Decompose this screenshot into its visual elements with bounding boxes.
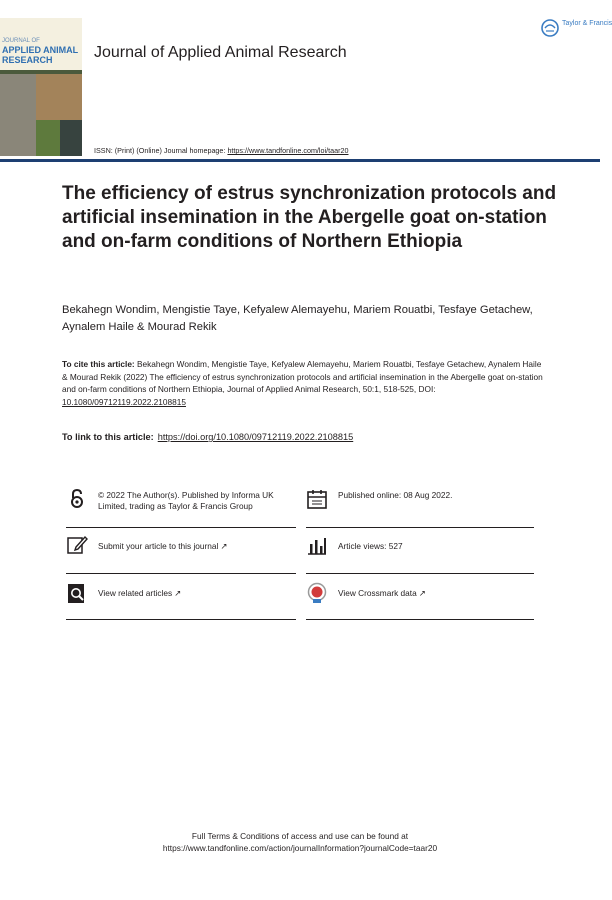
- submit-divider: [66, 573, 296, 575]
- submit-article-link[interactable]: Submit your article to this journal ↗: [98, 541, 228, 551]
- submit-box[interactable]: [66, 534, 296, 574]
- related-articles-link[interactable]: View related articles ↗: [98, 588, 182, 598]
- cover-journal-big: APPLIED ANIMAL RESEARCH: [2, 45, 79, 65]
- edit-icon: [66, 534, 88, 556]
- crossmark-divider: [306, 619, 534, 621]
- cover-journal-title: [2, 38, 82, 65]
- crossmark-box[interactable]: [306, 582, 534, 620]
- issn-line: [94, 146, 349, 155]
- header-divider: [0, 159, 600, 162]
- terms-footer: [0, 830, 600, 854]
- citation-doi[interactable]: 10.1080/09712119.2022.2108815: [62, 396, 186, 407]
- related-divider: [66, 619, 296, 621]
- published-date: Published online: 08 Aug 2022.: [338, 490, 453, 500]
- published-box: [306, 488, 534, 528]
- open-access-icon: [66, 488, 88, 510]
- open-access-divider: [66, 527, 296, 529]
- crossmark-link[interactable]: View Crossmark data ↗: [338, 588, 426, 598]
- bar-chart-icon: [306, 534, 328, 556]
- publisher-logo-text: Taylor & Francis: [562, 20, 612, 27]
- published-divider: [306, 527, 534, 529]
- citation-label: To cite this article:: [62, 359, 135, 369]
- publisher-logo[interactable]: [540, 18, 612, 40]
- journal-title[interactable]: Journal of Applied Animal Research: [94, 44, 347, 61]
- cover-photo-goat: [0, 74, 36, 156]
- article-authors: Bekahegn Wondim, Mengistie Taye, Kefyalew Alemayehu, Mariem Rouatbi, Tesfaye Getachew, Aynalem Haile & Mourad Rekik: [62, 304, 533, 333]
- article-title: The efficiency of estrus synchronization protocols and artificial insemination in the Abergelle goat on-station and on-farm conditions of Northern Ethiopia: [62, 183, 557, 252]
- views-box: [306, 534, 534, 574]
- search-icon: [66, 582, 88, 604]
- crossmark-icon: [306, 582, 328, 604]
- article-views: Article views: 527: [338, 541, 403, 551]
- calendar-icon: [306, 488, 328, 510]
- citation-block: [62, 358, 544, 408]
- publisher-logo-icon: [540, 18, 560, 38]
- article-doi-link[interactable]: https://doi.org/10.1080/09712119.2022.2108815: [157, 432, 354, 442]
- terms-footer-line1: Full Terms & Conditions of access and use can be found at: [191, 831, 409, 841]
- related-box[interactable]: [66, 582, 296, 620]
- journal-homepage-link[interactable]: https://www.tandfonline.com/loi/taar20: [227, 146, 349, 155]
- issn-text: ISSN: (Print) (Online) Journal homepage:: [94, 146, 228, 155]
- citation-text: Bekahegn Wondim, Mengistie Taye, Kefyalew Alemayehu, Mariem Rouatbi, Tesfaye Getachew, Aynalem Haile & Mourad Rekik (2022) The efficiency of estrus synchronization protocols and artificial insemination in the Abergelle goat on-station and on-farm conditions of Northern Ethiopia, Journal of Applied Animal Research, 50:1, 518-525, DOI:: [62, 359, 543, 394]
- views-divider: [306, 573, 534, 575]
- open-access-text: © 2022 The Author(s). Published by Informa UK Limited, trading as Taylor & Francis Group: [98, 490, 274, 511]
- cover-photo-field: [36, 120, 60, 156]
- open-access-box: [66, 488, 296, 528]
- cover-photo-cattle: [60, 120, 82, 156]
- article-link-label: To link to this article:: [62, 432, 154, 442]
- article-link-line: [62, 432, 353, 442]
- cover-photo-bird: [36, 74, 82, 120]
- cover-journal-small: JOURNAL OF: [2, 38, 40, 44]
- journal-cover: [0, 18, 82, 156]
- terms-footer-link[interactable]: https://www.tandfonline.com/action/journalInformation?journalCode=taar20: [162, 843, 438, 853]
